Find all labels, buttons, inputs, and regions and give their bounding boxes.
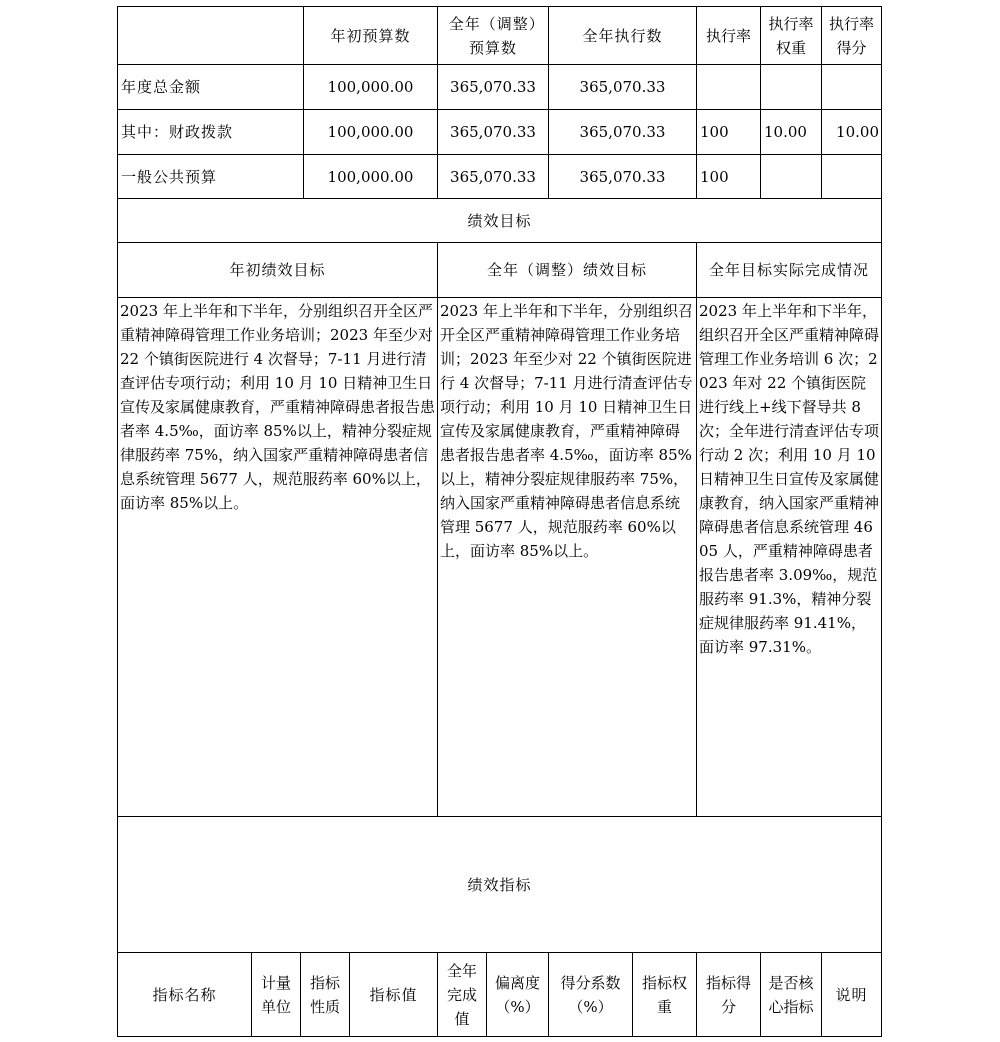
header-adjusted-budget-text: 全年（调整）预算数 xyxy=(448,14,538,57)
row-general-rate-text: 100 xyxy=(700,167,729,186)
row-general-rate xyxy=(696,154,761,199)
ind-header-unit-text: 计量单位 xyxy=(260,973,291,1016)
row-fiscal-adjusted xyxy=(437,109,549,155)
row-fiscal-label xyxy=(117,109,304,155)
row-general-adjusted-text: 365,070.33 xyxy=(450,167,536,186)
row-fiscal-label-text: 其中：财政拨款 xyxy=(121,123,234,141)
header-rate-score xyxy=(821,6,882,65)
row-fiscal-adjusted-text: 365,070.33 xyxy=(450,123,536,141)
row-total-actual-text: 365,070.33 xyxy=(579,78,666,96)
ind-header-coefficient-text: 得分系数（%） xyxy=(560,973,621,1016)
row-total-label xyxy=(117,64,304,110)
ind-header-value-text: 指标值 xyxy=(369,985,418,1004)
header-execution-rate-text: 执行率 xyxy=(705,26,751,45)
ind-header-unit xyxy=(251,952,301,1037)
goals-actual-text-cell xyxy=(696,297,882,817)
header-blank-cell xyxy=(117,6,304,65)
goals-adjusted-header xyxy=(437,242,697,298)
row-fiscal-rate xyxy=(696,109,761,155)
row-total-adjusted-text: 365,070.33 xyxy=(450,78,536,96)
row-total-initial xyxy=(303,64,438,110)
row-fiscal-rate-text: 100 xyxy=(700,123,729,141)
ind-header-coefficient xyxy=(548,952,633,1037)
goals-section-title xyxy=(117,198,882,243)
row-general-label xyxy=(117,154,304,199)
ind-header-name-text: 指标名称 xyxy=(152,985,217,1004)
header-adjusted-budget xyxy=(437,6,549,65)
ind-header-weight xyxy=(632,952,697,1037)
header-actual-execution xyxy=(548,6,697,65)
ind-header-deviation xyxy=(486,952,549,1037)
goals-section-title-text: 绩效目标 xyxy=(467,211,532,230)
row-general-label-text: 一般公共预算 xyxy=(121,167,218,186)
row-fiscal-score-text: 10.00 xyxy=(836,123,879,141)
row-total-weight xyxy=(760,64,822,110)
indicators-section-title-text: 绩效指标 xyxy=(467,875,532,894)
ind-header-deviation-text: 偏离度（%） xyxy=(494,973,540,1016)
row-general-score xyxy=(821,154,882,199)
row-total-initial-text: 100,000.00 xyxy=(327,78,414,96)
goals-initial-text: 2023 年上半年和下半年，分别组织召开全区严重精神障碍管理工作业务培训；2023 年至少对 22 个镇街医院进行 4 次督导；7-11 月进行清查评估专项行动；利用 10 月 10 日精神卫生日宣传及家属健康教育，严重精神障碍患者报告患者率 4.5‰，面访率 85%以上，精神分裂症规律服药率 75%，纳入国家严重精神障碍患者信息系统管理 5677 人，规范服药率 60%以上，面访率 85%以上。 xyxy=(120,302,436,512)
goals-initial-text-cell xyxy=(117,297,438,817)
goals-adjusted-text: 2023 年上半年和下半年，分别组织召开全区严重精神障碍管理工作业务培训；2023 年至少对 22 个镇街医院进行 4 次督导；7-11 月进行清查评估专项行动；利用 10 月 10 日精神卫生日宣传及家属健康教育，严重精神障碍患者报告患者率 4.5‰，面访率 85%以上，精神分裂症规律服药率 75%，纳入国家严重精神障碍患者信息系统管理 5677 人，规范服药率 60%以上，面访率 85%以上。 xyxy=(440,302,693,560)
ind-header-weight-text: 指标权重 xyxy=(641,973,687,1016)
header-initial-budget-text: 年初预算数 xyxy=(330,26,411,45)
row-fiscal-weight-text: 10.00 xyxy=(764,123,807,141)
header-initial-budget xyxy=(303,6,438,65)
row-total-score xyxy=(821,64,882,110)
header-actual-execution-text: 全年执行数 xyxy=(582,26,663,45)
header-rate-score-text: 执行率得分 xyxy=(828,14,874,57)
ind-header-core xyxy=(760,952,822,1037)
row-total-rate xyxy=(696,64,761,110)
ind-header-score xyxy=(696,952,761,1037)
goals-adjusted-text-cell xyxy=(437,297,697,817)
goals-adjusted-header-text: 全年（调整）绩效目标 xyxy=(486,261,647,279)
goals-initial-header xyxy=(117,242,438,298)
row-fiscal-actual xyxy=(548,109,697,155)
ind-header-note-text: 说明 xyxy=(835,985,868,1004)
row-general-initial xyxy=(303,154,438,199)
ind-header-score-text: 指标得分 xyxy=(705,973,751,1016)
row-general-initial-text: 100,000.00 xyxy=(327,167,414,186)
row-general-actual xyxy=(548,154,697,199)
ind-header-name xyxy=(117,952,252,1037)
row-fiscal-weight xyxy=(760,109,822,155)
row-fiscal-score xyxy=(821,109,882,155)
goals-actual-text: 2023 年上半年和下半年，组织召开全区严重精神障碍管理工作业务培训 6 次；2023 年对 22 个镇街医院进行线上+线下督导共 8 次；全年进行清查评估专项行动 2 次；利用 10 月 10 日精神卫生日宣传及家属健康教育，纳入国家严重精神障碍患者信息系统管理 4605 人，严重精神障碍患者报告患者率 3.09‰，规范服药率 91.3%，精神分裂症规律服药率 91.41%，面访率 97.31%。 xyxy=(699,302,880,656)
goals-initial-header-text: 年初绩效目标 xyxy=(229,261,326,279)
ind-header-nature-text: 指标性质 xyxy=(309,973,340,1016)
ind-header-core-text: 是否核心指标 xyxy=(768,973,814,1016)
row-fiscal-initial xyxy=(303,109,438,155)
indicators-section-title xyxy=(117,816,882,953)
row-total-actual xyxy=(548,64,697,110)
header-rate-weight-text: 执行率权重 xyxy=(768,14,814,57)
goals-actual-header-text: 全年目标实际完成情况 xyxy=(708,261,869,279)
row-total-label-text: 年度总金额 xyxy=(121,78,202,96)
header-execution-rate xyxy=(696,6,761,65)
row-general-adjusted xyxy=(437,154,549,199)
row-fiscal-initial-text: 100,000.00 xyxy=(327,123,414,141)
ind-header-completion-text: 全年完成值 xyxy=(447,961,478,1028)
row-fiscal-actual-text: 365,070.33 xyxy=(579,123,666,141)
header-rate-weight xyxy=(760,6,822,65)
ind-header-value xyxy=(349,952,438,1037)
ind-header-note xyxy=(821,952,882,1037)
row-total-adjusted xyxy=(437,64,549,110)
performance-table xyxy=(117,6,882,1037)
row-general-actual-text: 365,070.33 xyxy=(579,167,666,186)
ind-header-completion xyxy=(437,952,487,1037)
ind-header-nature xyxy=(300,952,350,1037)
row-general-weight xyxy=(760,154,822,199)
goals-actual-header xyxy=(696,242,882,298)
